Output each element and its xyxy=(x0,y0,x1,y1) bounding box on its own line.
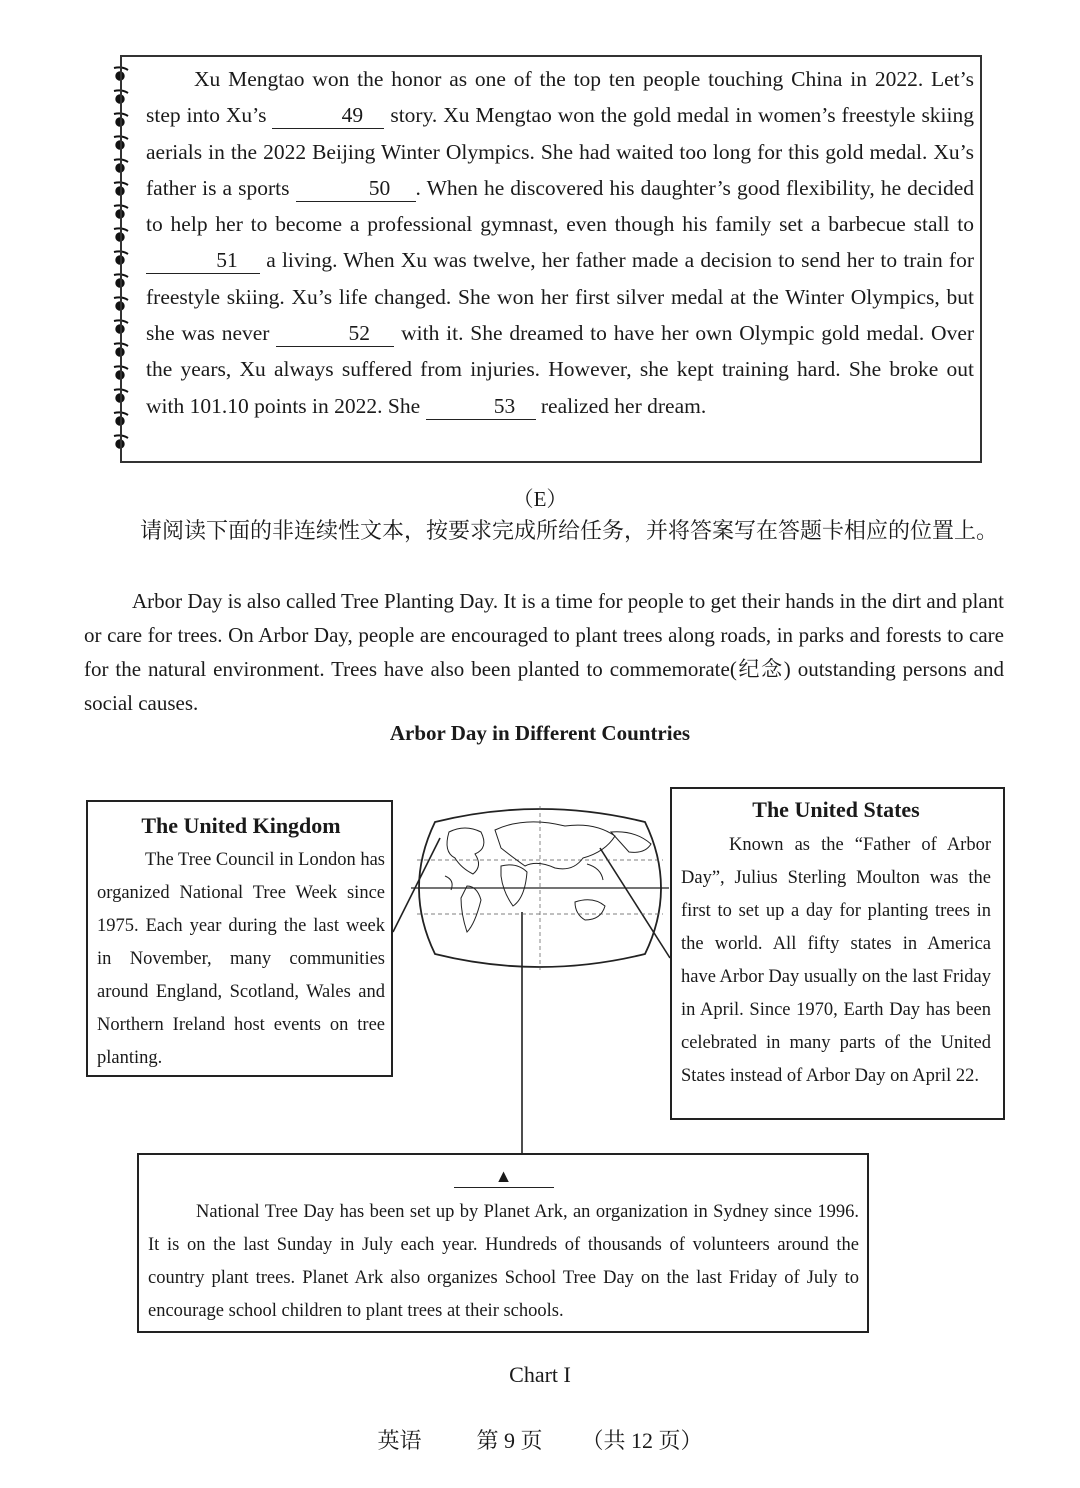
diagram-title: Arbor Day in Different Countries xyxy=(389,721,691,745)
footer-total: （共 12 页） xyxy=(581,1428,703,1453)
passage-text-5: with it. She dreamed to have her own Olympic gold medal. Over the years, Xu always suffered from injuries. However, she kept training hard. She broke out with 101.10 points in 2022. She xyxy=(146,321,975,418)
blank-49: 49 xyxy=(272,102,384,129)
australia-title-blank: ▲ xyxy=(454,1165,554,1188)
uk-info-box xyxy=(86,800,393,1077)
passage-text-2: story. Xu Mengtao won the gold medal in women’s freestyle skiing aerials in the 2022 Beijing Winter Olympics. She had waited too long for this gold medal. Xu’s father is a sports xyxy=(146,103,975,200)
us-text: Known as the “Father of Arbor Day”, Julius Sterling Moulton was the first to set up a day for planting trees in the world. All fifty states in America have Arbor Day usually on the last Friday in April. Since 1970, Earth Day has been celebrated in many parts of the United States instead of Arbor Day on April 22. xyxy=(681,835,991,1086)
intro-paragraph: Arbor Day is also called Tree Planting Day. It is a time for people to get their hands in the dirt and plant or care for trees. On Arbor Day, people are encouraged to plant trees along roads, in parks and forests to care for the natural environment. Trees have also been planted to commemorate(纪念) outstanding persons and social causes. xyxy=(84,589,1004,715)
australia-text: National Tree Day has been set up by Planet Ark, an organization in Sydney since 1996. It is on the last Sunday in July each year. Hundreds of thousands of volunteers around the country plant trees. Planet Ark also organizes School Tree Day on the last Friday of July to encourage school children to plant trees at their schools. xyxy=(148,1202,859,1321)
chart-label: Chart I xyxy=(509,1362,571,1387)
us-title: The United States xyxy=(752,797,920,822)
footer-page: 第 9 页 xyxy=(476,1428,543,1453)
cloze-passage-box xyxy=(120,55,982,463)
passage-text-6: realized her dream. xyxy=(540,393,707,418)
australia-info-box xyxy=(137,1153,869,1333)
section-label: （E） xyxy=(512,487,568,511)
blank-52: 52 xyxy=(276,320,394,347)
uk-title: The United Kingdom xyxy=(141,813,341,838)
cloze-passage xyxy=(146,61,974,424)
blank-50: 50 xyxy=(296,175,416,202)
uk-text: The Tree Council in London has organized National Tree Week since 1975. Each year during the last week in November, many communities around England, Scotland, Wales and Northern Ireland host events on tree planting. xyxy=(97,850,385,1068)
page-footer xyxy=(0,1424,1080,1455)
passage-text-4: a living. When Xu was twelve, her father made a decision to send her to train for freestyle skiing. Xu’s life changed. She won her first silver medal at the Winter Olympics, but she was never xyxy=(146,248,974,346)
us-info-box xyxy=(670,787,1005,1120)
instruction-text: 请阅读下面的非连续性文本，按要求完成所给任务，并将答案写在答题卡相应的位置上。 xyxy=(140,518,999,543)
blank-53: 53 xyxy=(426,393,536,420)
passage-text-3: . When he discovered his daughter’s good flexibility, he decided to help her to become a professional gymnast, even though his family set a barbecue stall to xyxy=(146,175,974,237)
blank-51: 51 xyxy=(146,247,260,274)
world-map-icon xyxy=(405,802,675,974)
footer-subject: 英语 xyxy=(377,1428,422,1453)
passage-text-1: Xu Mengtao won the honor as one of the top ten people touching China in 2022. Let’s step into Xu’s xyxy=(146,67,974,128)
